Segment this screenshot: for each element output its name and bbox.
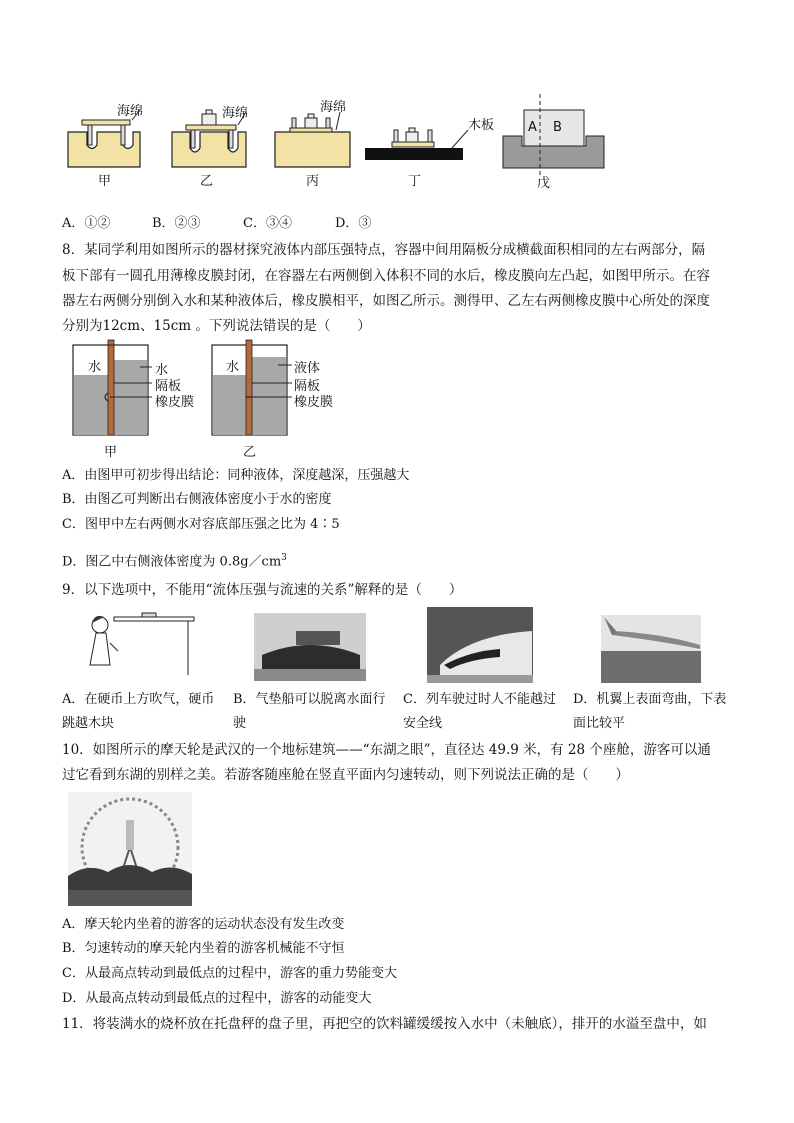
fig-ding-board (365, 128, 468, 160)
fig-ding-caption: 丁 (408, 174, 422, 189)
fig-jia-sponge-label: 海绵 (117, 104, 144, 119)
fig-wu-block-b: B (553, 120, 562, 135)
q7-option-b[interactable]: B．②③ (152, 216, 201, 231)
q8-option-c[interactable]: C．图甲中左右两侧水对容底部压强之比为 4∶5 (62, 517, 340, 532)
q8-stem-line-3: 器左右两侧分别倒入水和某种液体后，橡皮膜相平，如图乙所示。测得甲、乙左右两侧橡皮膜中心所处的深度 (62, 293, 710, 309)
q9-image-d-wing (601, 615, 701, 683)
fig-yi-water-left: 水 (226, 360, 240, 375)
fig-jia-caption-8: 甲 (104, 445, 118, 460)
q9-images (0, 605, 794, 685)
q8-figures (0, 335, 794, 460)
q10-option-a[interactable]: A．摩天轮内坐着的游客的运动状态没有发生改变 (62, 917, 345, 932)
q8-containers (0, 335, 794, 460)
q9-image-c-train (427, 607, 533, 683)
q8-stem-line-1: 8．某同学利用如图所示的器材探究液体内部压强特点，容器中间用隔板分成横截面积相同的左右两部分，隔 (62, 242, 706, 258)
q9-option-b-line-1[interactable]: B．气垫船可以脱离水面行 (233, 692, 386, 707)
q11-stem-line-1: 11．将装满水的烧杯放在托盘秤的盘子里，再把空的饮料罐缓缓按入水中（未触底），排开的水溢至盘中，如 (62, 1016, 707, 1032)
q8-option-d-exponent: 3 (281, 553, 287, 563)
fig-yi-membrane: 橡皮膜 (294, 395, 334, 410)
q7-option-a[interactable]: A．①② (62, 216, 111, 231)
q9-image-row (0, 605, 794, 685)
fig-wu-blocks (503, 94, 604, 176)
fig-yi-caption-8: 乙 (243, 445, 257, 460)
q8-option-d[interactable] (62, 548, 287, 572)
q8-option-a[interactable]: A．由图甲可初步得出结论：同种液体，深度越深，压强越大 (62, 468, 410, 483)
fig-bing-caption: 丙 (306, 174, 320, 189)
q10-option-d[interactable]: D．从最高点转动到最低点的过程中，游客的动能变大 (62, 991, 372, 1006)
q9-stem: 9．以下选项中，不能用“流体压强与流速的关系”解释的是（ ） (62, 582, 463, 598)
q9-option-c-line-1[interactable]: C．列车驶过时人不能越过 (403, 692, 556, 707)
fig-jia-caption: 甲 (98, 174, 112, 189)
q10-option-c[interactable]: C．从最高点转动到最低点的过程中，游客的重力势能变大 (62, 966, 397, 981)
q10-ferris-wheel (68, 792, 192, 906)
q8-option-d-text: D．图乙中右侧液体密度为 0.8g／cm (62, 554, 282, 570)
fig-jia-water-right: 水 (155, 363, 169, 378)
q9-image-b-hovercraft (254, 613, 366, 681)
q9-option-b-line-2[interactable]: 驶 (233, 716, 247, 731)
fig-yi-container (212, 340, 292, 435)
q9-image-a-coin (90, 613, 194, 675)
q9-option-d-line-1[interactable]: D．机翼上表面弯曲，下表 (573, 692, 727, 707)
q9-option-a-line-1[interactable]: A．在硬币上方吹气，硬币 (62, 692, 215, 707)
fig-jia-container (73, 340, 152, 435)
fig-yi-sponge-label: 海绵 (222, 106, 249, 121)
q7-option-c[interactable]: C．③④ (243, 216, 292, 231)
fig-wu-block-a: A (528, 120, 537, 135)
fig-yi-partition: 隔板 (294, 379, 321, 394)
fig-jia-membrane: 橡皮膜 (155, 395, 195, 410)
q7-option-d[interactable]: D．③ (335, 216, 372, 231)
q9-option-d-line-2[interactable]: 面比较平 (573, 716, 626, 731)
q10-image (68, 792, 192, 906)
q8-stem-line-2: 板下部有一圆孔用薄橡皮膜封闭，在容器左右两侧倒入体积不同的水后，橡皮膜向左凸起，如图甲所示。在容 (62, 268, 710, 284)
q10-stem-line-2: 过它看到东湖的别样之美。若游客随座舱在竖直平面内匀速转动，则下列说法正确的是（ ） (62, 767, 629, 783)
q9-option-a-line-2[interactable]: 跳越木块 (62, 716, 115, 731)
fig-wu-caption: 戊 (537, 176, 551, 191)
q9-option-c-line-2[interactable]: 安全线 (403, 716, 443, 731)
fig-bing-sponge-label: 海绵 (320, 100, 347, 115)
q10-option-b[interactable]: B．匀速转动的摩天轮内坐着的游客机械能不守恒 (62, 941, 345, 956)
fig-bing-sponge-table (275, 112, 350, 167)
fig-yi-liquid-right: 液体 (294, 361, 321, 376)
q8-stem-line-4: 分别为12cm、15cm 。下列说法错误的是（ ） (62, 318, 371, 334)
fig-jia-water-left: 水 (88, 360, 102, 375)
q7-figures (0, 90, 794, 200)
fig-jia-partition: 隔板 (155, 379, 182, 394)
fig-ding-board-label: 木板 (468, 118, 495, 133)
q10-stem-line-1: 10．如图所示的摩天轮是武汉的一个地标建筑——“东湖之眼”，直径达 49.9 米，有 28 个座舱，游客可以通 (62, 742, 711, 758)
fig-yi-caption: 乙 (200, 174, 214, 189)
q8-option-b[interactable]: B．由图乙可判断出右侧液体密度小于水的密度 (62, 492, 332, 507)
